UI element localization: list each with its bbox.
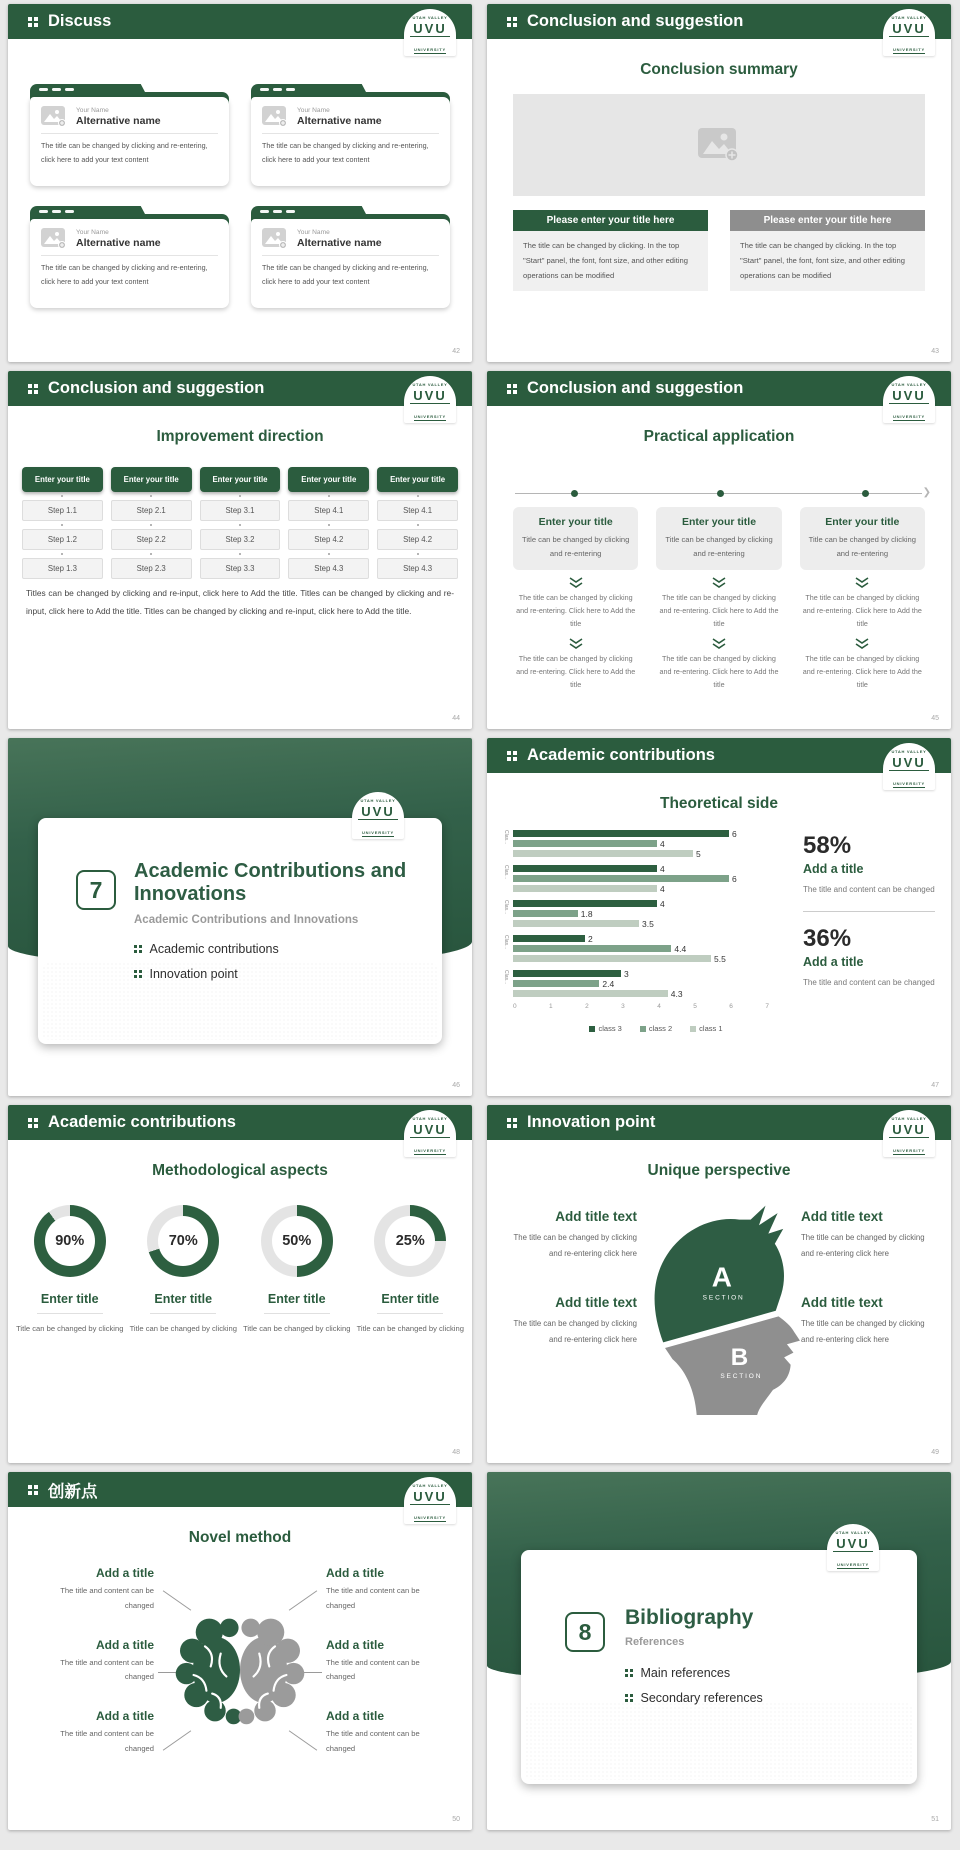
donut-percent: 25% xyxy=(385,1216,435,1266)
title-box-gray xyxy=(730,210,925,291)
text-column-right xyxy=(326,1566,448,1781)
card-body-text: The title can be changed by clicking and re-entering, click here to add your text content xyxy=(262,141,429,165)
flow-card-sub: Title can be changed by clicking and re-entering xyxy=(521,535,630,559)
item-title: Add title text xyxy=(801,1209,883,1224)
section-a-letter: A xyxy=(711,1261,732,1293)
bar-group xyxy=(503,898,803,929)
bar-class3 xyxy=(513,900,657,907)
bar-class2 xyxy=(513,840,657,847)
donut-item xyxy=(16,1205,124,1336)
stat-panel xyxy=(803,832,935,991)
head-silhouette-diagram xyxy=(633,1201,805,1415)
slide-header-title: Innovation point xyxy=(527,1113,656,1131)
step-box: Step 4.2 xyxy=(288,529,369,550)
slide-header xyxy=(8,1105,472,1140)
item-title: Add a title xyxy=(326,1709,385,1724)
stat-body: The title and content can be changed xyxy=(803,978,935,987)
item-title: Add a title xyxy=(95,1637,154,1652)
item-body: The title and content can be changed xyxy=(60,1657,154,1682)
slide-cover-academic-contributions[interactable] xyxy=(8,738,472,1096)
item-body: The title and content can be changed xyxy=(326,1657,420,1682)
cover-bullets xyxy=(134,942,279,992)
x-axis: 0 1 2 3 4 5 6 7 xyxy=(513,1003,769,1010)
chevron-down-icon xyxy=(854,577,870,588)
step-box: Step 4.2 xyxy=(377,529,458,550)
folder-dashes-icon xyxy=(260,210,295,213)
slide-header xyxy=(487,738,951,773)
item-body: The title can be changed by clicking and re-entering click here xyxy=(513,1233,637,1258)
card-body-text: The title can be changed by clicking and re-entering, click here to add your text content xyxy=(262,263,429,287)
bar-class1 xyxy=(513,885,657,892)
chevron-down-icon xyxy=(854,638,870,649)
bar-class3 xyxy=(513,830,729,837)
image-placeholder-icon xyxy=(262,228,288,249)
flow-text: The title can be changed by clicking and re-entering. Click here to Add the title xyxy=(802,653,922,689)
box-title: Please enter your title here xyxy=(730,210,925,231)
donut-title: Enter title xyxy=(381,1292,440,1306)
y-axis-label: Clas... xyxy=(503,934,509,949)
step-box: Step 3.3 xyxy=(200,558,281,579)
card-alt-name: Alternative name xyxy=(297,236,382,249)
donut-percent: 50% xyxy=(272,1216,322,1266)
bullet-label: Secondary references xyxy=(640,1691,763,1705)
slide-header-title: Discuss xyxy=(48,12,112,30)
header-squares-icon xyxy=(28,1118,38,1128)
stat-percent: 36% xyxy=(803,925,852,952)
bar-class3 xyxy=(513,865,657,872)
section-title: Practical application xyxy=(643,428,795,445)
box-body: The title can be changed by clicking. In the top "Start" panel, the font, font size, and other editing operations can be modified xyxy=(513,231,708,291)
uvu-logo: UTAH VALLEY UVUUNIVERSITY xyxy=(883,9,935,56)
cover-bullet xyxy=(134,967,279,981)
step-column xyxy=(377,467,458,579)
bar-class3 xyxy=(513,935,585,942)
flow-column xyxy=(656,507,781,692)
page-number: 50 xyxy=(452,1816,460,1823)
image-placeholder-icon xyxy=(262,106,288,127)
header-squares-icon xyxy=(28,1485,38,1495)
text-block xyxy=(801,1295,933,1347)
bar-value: 5.5 xyxy=(714,953,726,964)
page-number: 42 xyxy=(452,348,460,355)
donut-title: Enter title xyxy=(40,1292,99,1306)
body-paragraph: Titles can be changed by clicking and re-input, click here to Add the title. Titles can be changed by clicking and re-input, click here to Add the title. Titles can be changed by clicking and re-input, click here to Add the title. xyxy=(26,588,454,616)
timeline xyxy=(515,489,931,499)
bar-value: 2.4 xyxy=(602,978,615,989)
flow-card-sub: Title can be changed by clicking and re-entering xyxy=(665,535,773,559)
card-body-text: The title can be changed by clicking and re-entering, click here to add your text content xyxy=(41,141,208,165)
uvu-logo: UTAH VALLEY UVUUNIVERSITY xyxy=(883,376,935,423)
divider xyxy=(377,1313,443,1314)
step-box: Step 1.1 xyxy=(22,500,103,521)
donut-item xyxy=(243,1205,351,1336)
slide-discuss[interactable] xyxy=(8,4,472,362)
bar-group xyxy=(503,828,803,859)
donut-chart xyxy=(34,1205,106,1277)
cover-title: Academic Contributions and Innovations xyxy=(134,860,407,905)
flow-text: The title can be changed by clicking and re-entering. Click here to Add the title xyxy=(659,593,779,628)
item-body: The title can be changed by clicking and re-entering click here xyxy=(801,1233,925,1258)
header-squares-icon xyxy=(507,751,517,761)
item-title: Add title text xyxy=(801,1295,883,1311)
donut-body: Title can be changed by clicking xyxy=(356,1324,464,1333)
bullet-squares-icon xyxy=(134,945,142,953)
bar-class2 xyxy=(513,980,599,987)
bullet-squares-icon xyxy=(134,970,142,978)
text-block xyxy=(801,1209,933,1261)
column-title-button: Enter your title xyxy=(200,467,281,492)
uvu-logo: UTAH VALLEY UVUUNIVERSITY xyxy=(404,1110,456,1157)
chapter-number: 8 xyxy=(565,1612,605,1652)
uvu-logo: UTAH VALLEY UVUUNIVERSITY xyxy=(883,743,935,790)
arrow-right-icon: ❯ xyxy=(922,487,931,498)
step-columns xyxy=(22,467,458,579)
flow-card-sub: Title can be changed by clicking and re-entering xyxy=(808,535,916,559)
stat-title: Add a title xyxy=(803,955,864,969)
image-placeholder-icon xyxy=(41,106,67,127)
card-name-label: Your Name xyxy=(76,228,109,236)
step-box: Step 4.3 xyxy=(288,558,369,579)
page-number: 51 xyxy=(931,1816,939,1823)
timeline-dot xyxy=(862,490,869,497)
flow-card-title: Enter your title xyxy=(681,516,757,528)
y-axis-label: Clas... xyxy=(503,864,509,879)
slide-header-title: Conclusion and suggestion xyxy=(527,12,744,30)
uvu-logo: UTAH VALLEY UVUUNIVERSITY xyxy=(883,1110,935,1157)
step-column xyxy=(111,467,192,579)
bar-group xyxy=(503,968,803,999)
chevron-down-icon xyxy=(711,638,727,649)
divider xyxy=(264,1313,330,1314)
slide-methodological-aspects[interactable] xyxy=(8,1105,472,1463)
timeline-dot xyxy=(717,490,724,497)
section-title: Novel method xyxy=(188,1529,292,1546)
item-title: Add a title xyxy=(95,1566,154,1580)
header-squares-icon xyxy=(28,17,38,27)
bar-value: 6 xyxy=(732,828,737,839)
step-box: Step 4.3 xyxy=(377,558,458,579)
cover-bullet xyxy=(625,1691,763,1705)
donut-body: Title can be changed by clicking xyxy=(243,1324,351,1333)
section-title: Improvement direction xyxy=(156,428,324,445)
header-squares-icon xyxy=(507,17,517,27)
stat-body: The title and content can be changed xyxy=(803,885,935,894)
folder-card xyxy=(251,84,450,186)
brain-diagram xyxy=(165,1584,315,1756)
text-block xyxy=(32,1638,154,1686)
slide-header xyxy=(8,4,472,39)
page-number: 48 xyxy=(452,1449,460,1456)
bar-value: 3 xyxy=(624,968,629,979)
step-column xyxy=(288,467,369,579)
slide-improvement-direction[interactable] xyxy=(8,371,472,729)
step-box: Step 4.1 xyxy=(288,500,369,521)
item-body: The title and content can be changed xyxy=(60,1729,154,1753)
step-column xyxy=(22,467,103,579)
legend-swatch-class3 xyxy=(589,1026,595,1032)
uvu-logo: UTAH VALLEY UVUUNIVERSITY xyxy=(352,792,404,839)
item-body: The title and content can be changed xyxy=(326,1729,420,1753)
donut-body: Title can be changed by clicking xyxy=(16,1324,124,1333)
y-axis-label: Clas... xyxy=(503,829,509,844)
bar-class3 xyxy=(513,970,621,977)
section-title: Theoretical side xyxy=(659,795,778,812)
bar-group xyxy=(503,933,803,964)
slide-conclusion-summary[interactable] xyxy=(487,4,951,362)
text-column-left xyxy=(505,1209,637,1381)
bar-value: 4.3 xyxy=(670,988,683,999)
slide-theoretical-side[interactable] xyxy=(487,738,951,1096)
text-column-left xyxy=(32,1566,154,1781)
page-number: 44 xyxy=(452,715,460,722)
legend-swatch-class2 xyxy=(640,1026,646,1032)
cover-card xyxy=(521,1530,917,1784)
uvu-logo: UTAH VALLEY UVUUNIVERSITY xyxy=(827,1524,879,1571)
column-title-button: Enter your title xyxy=(111,467,192,492)
step-box: Step 2.1 xyxy=(111,500,192,521)
cover-bullet xyxy=(134,942,279,956)
timeline-dot xyxy=(571,490,578,497)
cover-subtitle: References xyxy=(625,1636,685,1648)
bar-class1 xyxy=(513,850,693,857)
slide-header xyxy=(8,1472,472,1507)
bar-value: 4 xyxy=(660,838,665,849)
step-box: Step 2.3 xyxy=(111,558,192,579)
card-name-label: Your Name xyxy=(76,106,109,114)
donut-chart xyxy=(261,1205,333,1277)
page-number: 47 xyxy=(931,1082,939,1089)
step-box: Step 1.2 xyxy=(22,529,103,550)
legend-label: class 3 xyxy=(598,1024,622,1033)
bullet-squares-icon xyxy=(625,1669,633,1677)
chevron-down-icon xyxy=(568,577,584,588)
slide-novel-method[interactable] xyxy=(8,1472,472,1830)
header-squares-icon xyxy=(507,384,517,394)
y-axis-label: Clas... xyxy=(503,969,509,984)
text-block xyxy=(32,1709,154,1757)
bar-value: 6 xyxy=(732,873,737,884)
page-number: 45 xyxy=(931,715,939,722)
bullet-label: Innovation point xyxy=(149,967,238,981)
donut-chart xyxy=(147,1205,219,1277)
divider xyxy=(150,1313,216,1314)
step-box: Step 3.2 xyxy=(200,529,281,550)
item-body: The title and content can be changed xyxy=(60,1586,154,1610)
card-alt-name: Alternative name xyxy=(297,114,382,127)
slide-header-title: 创新点 xyxy=(48,1482,98,1501)
legend-swatch-class1 xyxy=(690,1026,696,1032)
bar-group xyxy=(503,863,803,894)
header-squares-icon xyxy=(28,384,38,394)
page-number: 43 xyxy=(931,348,939,355)
bar-value: 4 xyxy=(660,863,665,874)
slide-cover-bibliography[interactable] xyxy=(487,1472,951,1830)
slide-header-title: Academic contributions xyxy=(48,1113,236,1131)
section-title: Unique perspective xyxy=(647,1162,791,1179)
donut-title: Enter title xyxy=(154,1292,213,1306)
step-box: Step 1.3 xyxy=(22,558,103,579)
image-placeholder-icon xyxy=(698,128,740,162)
flow-text: The title can be changed by clicking and re-entering. Click here to Add the title xyxy=(659,653,779,689)
title-box-green xyxy=(513,210,708,291)
box-body: The title can be changed by clicking. In the top "Start" panel, the font, font size, and other editing operations can be modified xyxy=(730,231,925,291)
page-number: 46 xyxy=(452,1082,460,1089)
item-title: Add a title xyxy=(95,1709,154,1724)
section-b-label: SECTION xyxy=(720,1372,763,1380)
item-title: Add title text xyxy=(555,1209,637,1224)
bar-class1 xyxy=(513,920,639,927)
uvu-logo: UTAH VALLEY UVUUNIVERSITY xyxy=(404,376,456,423)
donut-title: Enter title xyxy=(267,1292,326,1306)
donut-percent: 70% xyxy=(158,1216,208,1266)
folder-card xyxy=(30,84,229,186)
card-body-text: The title can be changed by clicking and re-entering, click here to add your text content xyxy=(41,263,208,287)
step-box: Step 4.1 xyxy=(377,500,458,521)
text-block xyxy=(505,1209,637,1261)
cover-title: Bibliography xyxy=(625,1606,754,1629)
donut-percent: 90% xyxy=(45,1216,95,1266)
stat-title: Add a title xyxy=(803,862,864,876)
bar-value: 4 xyxy=(660,883,665,894)
column-title-button: Enter your title xyxy=(377,467,458,492)
step-column xyxy=(200,467,281,579)
divider xyxy=(803,911,935,912)
step-box: Step 2.2 xyxy=(111,529,192,550)
step-box: Step 3.1 xyxy=(200,500,281,521)
donut-item xyxy=(357,1205,465,1336)
bar-value: 4 xyxy=(660,898,665,909)
folder-dashes-icon xyxy=(39,88,74,91)
card-name-label: Your Name xyxy=(297,228,330,236)
chapter-number: 7 xyxy=(76,870,116,910)
folder-card xyxy=(251,206,450,308)
flow-text: The title can be changed by clicking and re-entering. Click here to Add the title xyxy=(802,593,922,628)
flow-card-title: Enter your title xyxy=(825,516,900,528)
cover-bullets xyxy=(625,1666,763,1716)
cover-subtitle: Academic Contributions and Innovations xyxy=(134,914,359,926)
image-placeholder xyxy=(513,94,925,196)
flow-column xyxy=(800,507,925,692)
uvu-logo: UTAH VALLEY UVUUNIVERSITY xyxy=(404,9,456,56)
text-block xyxy=(326,1566,448,1614)
donut-body: Title can be changed by clicking xyxy=(129,1324,237,1333)
slide-unique-perspective[interactable] xyxy=(487,1105,951,1463)
section-title: Methodological aspects xyxy=(152,1162,328,1179)
uvu-logo: UTAH VALLEY UVUUNIVERSITY xyxy=(404,1477,456,1524)
stat-percent: 58% xyxy=(803,832,852,859)
text-block xyxy=(505,1295,637,1347)
slide-practical-application[interactable] xyxy=(487,371,951,729)
card-name-label: Your Name xyxy=(297,106,330,114)
bullet-squares-icon xyxy=(625,1694,633,1702)
column-title-button: Enter your title xyxy=(22,467,103,492)
column-title-button: Enter your title xyxy=(288,467,369,492)
name-card-grid xyxy=(30,84,450,308)
legend-label: class 1 xyxy=(699,1024,723,1033)
header-squares-icon xyxy=(507,1118,517,1128)
slide-header xyxy=(487,4,951,39)
folder-dashes-icon xyxy=(39,210,74,213)
section-b-letter: B xyxy=(730,1343,749,1371)
bullet-label: Main references xyxy=(640,1666,731,1680)
donut-row xyxy=(16,1205,464,1336)
y-axis-label: Clas... xyxy=(503,899,509,914)
bar-value: 2 xyxy=(588,933,593,944)
legend-label: class 2 xyxy=(648,1024,673,1033)
slide-header-title: Academic contributions xyxy=(527,746,715,764)
bar-chart xyxy=(503,828,803,1033)
item-body: The title and content can be changed xyxy=(326,1586,420,1610)
text-column-right xyxy=(801,1209,933,1381)
item-body: The title can be changed by clicking and re-entering click here xyxy=(801,1319,925,1344)
chart-legend xyxy=(509,1024,803,1033)
donut-chart xyxy=(374,1205,446,1277)
folder-dashes-icon xyxy=(260,88,295,91)
slide-header xyxy=(8,371,472,406)
cover-card xyxy=(38,798,442,1044)
slide-header-title: Conclusion and suggestion xyxy=(48,379,265,397)
bar-value: 3.5 xyxy=(642,918,654,929)
bullet-label: Academic contributions xyxy=(149,942,279,956)
chevron-down-icon xyxy=(568,638,584,649)
bar-class2 xyxy=(513,875,729,882)
item-body: The title can be changed by clicking and re-entering click here xyxy=(513,1319,637,1344)
item-title: Add a title xyxy=(326,1566,385,1580)
flow-column xyxy=(513,507,638,692)
title-boxes xyxy=(513,210,925,291)
slide-header-title: Conclusion and suggestion xyxy=(527,379,744,397)
flow-columns xyxy=(513,507,925,692)
flow-text: The title can be changed by clicking and re-entering. Click here to Add the title xyxy=(516,593,636,628)
section-a-label: SECTION xyxy=(702,1294,745,1302)
bar-class2 xyxy=(513,945,671,952)
page-number: 49 xyxy=(931,1449,939,1456)
text-block xyxy=(32,1566,154,1614)
card-alt-name: Alternative name xyxy=(76,236,161,249)
bar-value: 1.8 xyxy=(580,908,593,919)
cover-bullet xyxy=(625,1666,763,1680)
slide-header xyxy=(487,1105,951,1140)
slide-header xyxy=(487,371,951,406)
donut-item xyxy=(130,1205,238,1336)
item-title: Add title text xyxy=(555,1295,637,1311)
chevron-down-icon xyxy=(711,577,727,588)
bar-value: 5 xyxy=(696,848,701,859)
section-title: Conclusion summary xyxy=(640,61,798,78)
bar-class1 xyxy=(513,955,711,962)
image-placeholder-icon xyxy=(41,228,67,249)
bar-value: 4.4 xyxy=(674,943,687,954)
text-block xyxy=(326,1638,448,1686)
divider xyxy=(37,1313,103,1314)
bar-class1 xyxy=(513,990,668,997)
card-alt-name: Alternative name xyxy=(76,114,161,127)
flow-text: The title can be changed by clicking and re-entering. Click here to Add the title xyxy=(516,653,636,689)
flow-card-title: Enter your title xyxy=(538,516,613,528)
folder-card xyxy=(30,206,229,308)
box-title: Please enter your title here xyxy=(513,210,708,231)
item-title: Add a title xyxy=(326,1637,385,1652)
bar-class2 xyxy=(513,910,578,917)
text-block xyxy=(326,1709,448,1757)
